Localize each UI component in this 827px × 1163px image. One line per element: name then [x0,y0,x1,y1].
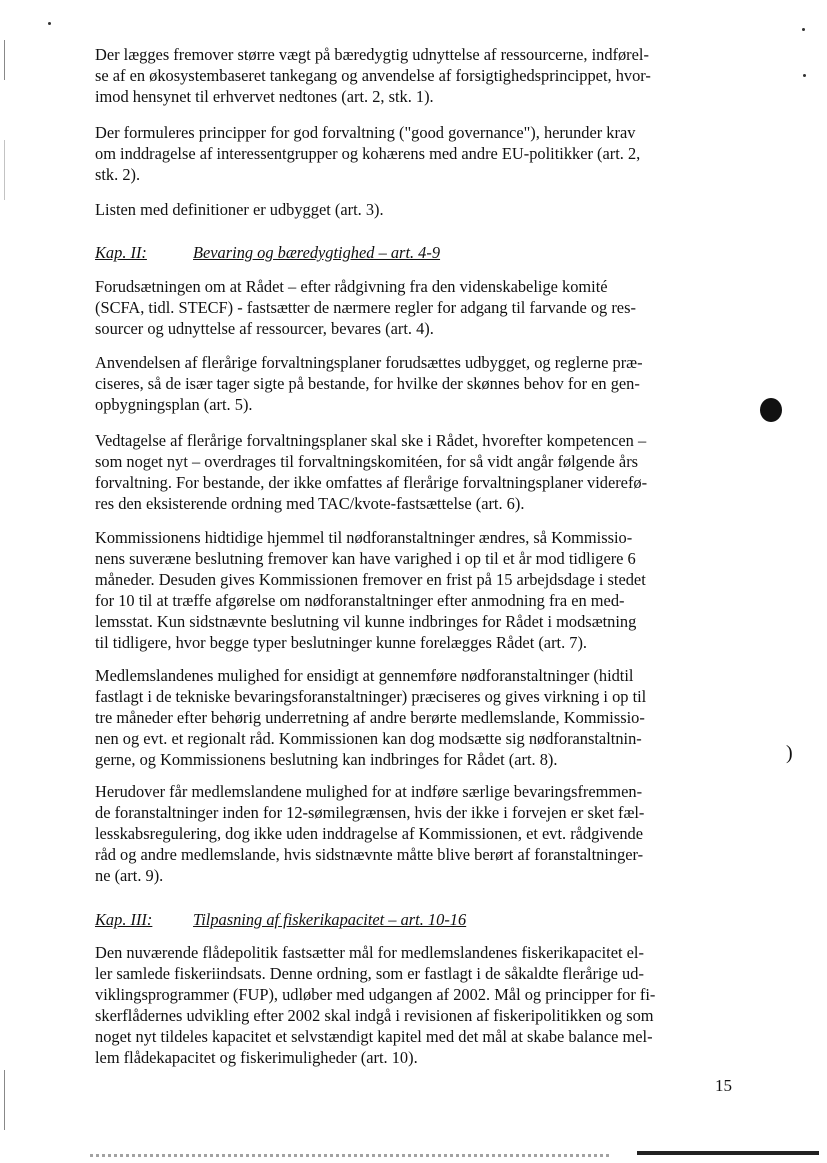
text-line: imod hensynet til erhvervet nedtones (art. 2, stk. 1). [95,87,434,106]
paragraph [95,781,735,886]
text-line: ne (art. 9). [95,866,164,885]
text-line: sourcer og udnyttelse af ressourcer, bevares (art. 4). [95,319,434,338]
text-line: forvaltning. For bestande, der ikke omfattes af flerårige forvaltningsplaner viderefø- [95,473,648,492]
text-line: tre måneder efter behørig underretning af andre berørte medlemslande, Kommissio- [95,708,645,727]
text-line: nens suveræne beslutning fremover kan have varighed i op til et år mod tidligere 6 [95,549,636,568]
chapter-heading [95,242,440,263]
text-line: gerne, og Kommissionens beslutning kan indbringes for Rådet (art. 8). [95,750,558,769]
chapter-label: Kap. II: [95,243,147,262]
text-line: se af en økosystembaseret tankegang og anvendelse af forsigtighedsprincippet, hvor- [95,66,651,85]
punch-hole-mark [760,398,782,422]
paragraph [95,44,735,107]
text-line: måneder. Desuden gives Kommissionen fremover en frist på 15 arbejdsdage i stedet [95,570,646,589]
text-line: noget nyt tildeles kapacitet et selvstændigt kapitel med det mål at skabe balance mel- [95,1027,653,1046]
paragraph [95,199,735,220]
text-line: opbygningsplan (art. 5). [95,395,253,414]
paragraph [95,527,735,653]
chapter-heading [95,909,466,930]
text-line: de foranstaltninger inden for 12-sømilegrænsen, hvis der ikke i forvejen er sket fæl- [95,803,645,822]
text-line: som noget nyt – overdrages til forvaltningskomitéen, for så vidt angår følgende års [95,452,639,471]
text-line: stk. 2). [95,165,141,184]
text-line: fastlagt i de tekniske bevaringsforanstaltninger) præciseres og gives virkning i op til [95,687,647,706]
scan-margin-line [4,1070,5,1130]
text-line: (SCFA, tidl. STECF) - fastsætter de nærmere regler for adgang til farvande og res- [95,298,636,317]
scan-edge-bar [637,1151,819,1155]
text-line: Listen med definitioner er udbygget (art. 3). [95,200,384,219]
text-line: Herudover får medlemslandene mulighed for at indføre særlige bevaringsfremmen- [95,782,643,801]
chapter-label: Kap. III: [95,910,153,929]
text-line: res den eksisterende ordning med TAC/kvote-fastsættelse (art. 6). [95,494,525,513]
text-line: Forudsætningen om at Rådet – efter rådgivning fra den videnskabelige komité [95,277,608,296]
text-line: nen og evt. et regionalt råd. Kommissionen kan dog modsætte sig nødforanstaltnin- [95,729,642,748]
scan-noise-strip [90,1154,610,1157]
paragraph [95,942,735,1068]
text-line: Medlemslandenes mulighed for ensidigt at gennemføre nødforanstaltninger (hidtil [95,666,634,685]
chapter-title: Tilpasning af fiskerikapacitet – art. 10-16 [193,910,467,929]
text-line: lesskabsregulering, dog ikke uden inddragelse af Kommissionen, et evt. rådgivende [95,824,644,843]
text-line: Vedtagelse af flerårige forvaltningsplaner skal ske i Rådet, hvorefter kompetencen – [95,431,647,450]
scan-bracket-mark: ) [786,742,793,764]
text-line: lemsstat. Kun sidstnævnte beslutning vil kunne indbringes for Rådet i modsætning [95,612,637,631]
scan-speck [48,22,51,25]
paragraph [95,352,735,415]
text-line: om inddragelse af interessentgrupper og kohærens med andre EU-politikker (art. 2, [95,144,641,163]
text-line: viklingsprogrammer (FUP), udløber med udgangen af 2002. Mål og principper for fi- [95,985,656,1004]
text-line: råd og andre medlemslande, hvis sidstnævnte måtte blive berørt af foranstaltninger- [95,845,644,864]
text-line: for 10 til at træffe afgørelse om nødforanstaltninger efter anmodning fra en med- [95,591,625,610]
paragraph [95,430,735,514]
text-line: til tidligere, hvor begge typer beslutninger kunne forelægges Rådet (art. 7). [95,633,588,652]
paragraph [95,276,735,339]
text-line: skerflådernes udvikling efter 2002 skal indgå i revisionen af fiskeripolitikken og som [95,1006,654,1025]
text-line: Der lægges fremover større vægt på bæredygtig udnyttelse af ressourcerne, indførel- [95,45,649,64]
text-line: Kommissionens hidtidige hjemmel til nødforanstaltninger ændres, så Kommissio- [95,528,633,547]
text-line: ler samlede fiskeriindsats. Denne ordning, som er fastlagt i de såkaldte flerårige ud- [95,964,644,983]
text-line: Anvendelsen af flerårige forvaltningsplaner forudsættes udbygget, og reglerne præ- [95,353,643,372]
chapter-title: Bevaring og bæredygtighed – art. 4-9 [193,243,441,262]
scan-margin-line [4,40,5,80]
text-line: lem flådekapacitet og fiskerimuligheder (art. 10). [95,1048,418,1067]
text-line: ciseres, så de især tager sigte på bestande, for hvilke der skønnes behov for en gen- [95,374,640,393]
paragraph [95,122,735,185]
text-line: Den nuværende flådepolitik fastsætter mål for medlemslandenes fiskerikapacitet el- [95,943,644,962]
page-number: 15 [715,1076,732,1095]
scan-speck [803,74,806,77]
scan-margin-line [4,140,5,200]
scan-speck [802,28,805,31]
paragraph [95,665,735,770]
text-line: Der formuleres principper for god forvaltning ("good governance"), herunder krav [95,123,636,142]
